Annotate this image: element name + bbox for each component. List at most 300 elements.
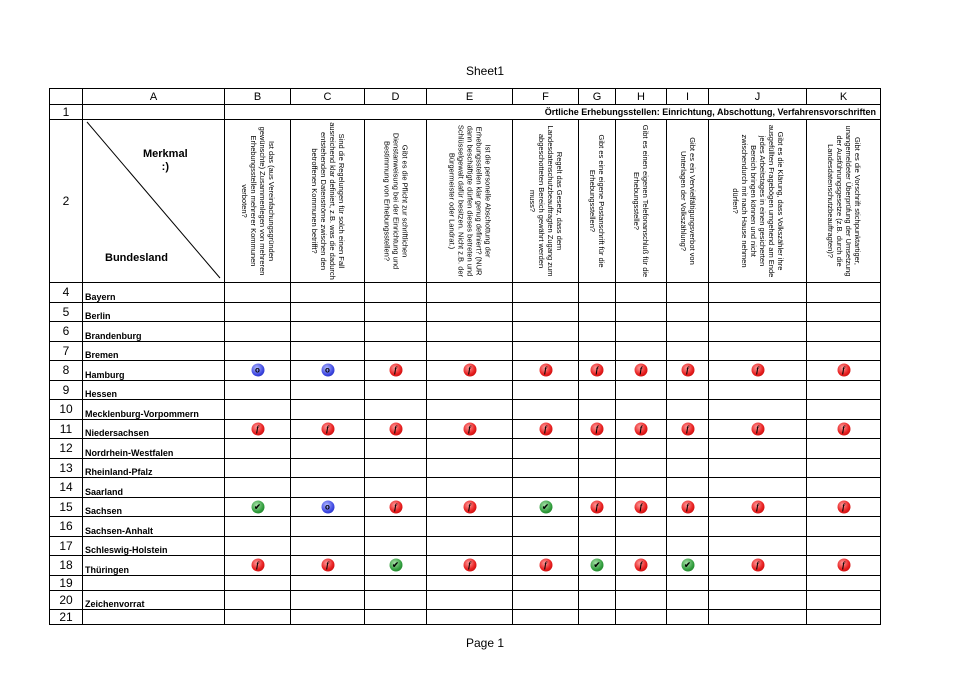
cell[interactable]	[616, 400, 667, 420]
cell[interactable]	[225, 302, 291, 322]
fail-marker-icon: f	[681, 422, 694, 435]
row-number[interactable]: 7	[50, 341, 83, 361]
cell[interactable]	[291, 590, 365, 610]
question-header[interactable]	[513, 120, 579, 283]
question-header[interactable]	[225, 120, 291, 283]
cell[interactable]	[807, 400, 881, 420]
cell[interactable]	[807, 380, 881, 400]
state-name[interactable]: Bayern	[83, 283, 225, 303]
cell[interactable]	[427, 556, 513, 576]
cell[interactable]	[616, 610, 667, 625]
cell[interactable]	[667, 322, 709, 342]
cell[interactable]	[709, 361, 807, 381]
cell[interactable]	[579, 610, 616, 625]
cell[interactable]	[616, 497, 667, 517]
cell[interactable]	[579, 517, 616, 537]
cell[interactable]	[579, 556, 616, 576]
spreadsheet-table	[49, 88, 881, 625]
fail-marker-icon: f	[389, 500, 402, 513]
cell[interactable]	[225, 497, 291, 517]
cell[interactable]	[709, 497, 807, 517]
cell[interactable]	[513, 610, 579, 625]
column-header[interactable]: C	[291, 89, 365, 105]
cell[interactable]	[513, 380, 579, 400]
cell[interactable]	[709, 556, 807, 576]
open-marker-icon: o	[321, 500, 334, 513]
cell[interactable]	[513, 283, 579, 303]
cell[interactable]	[667, 478, 709, 498]
row-number[interactable]: 11	[50, 419, 83, 439]
cell[interactable]	[709, 536, 807, 556]
question-header[interactable]	[807, 120, 881, 283]
column-header[interactable]: J	[709, 89, 807, 105]
fail-marker-icon: f	[751, 500, 764, 513]
cell[interactable]	[365, 610, 427, 625]
cell[interactable]	[225, 439, 291, 459]
row-number[interactable]: 9	[50, 380, 83, 400]
question-text: Gibt es die Klärung, dass Volkszähler ihre ausgefüllten Fragebögen umgehend am Ende jedes Arbeitstages in einen gesicherten Bereich bringen können und nicht zwischendurch mit nach Hause nehmen dürfen?	[730, 124, 785, 278]
cell[interactable]	[709, 575, 807, 590]
fail-marker-icon: f	[681, 500, 694, 513]
column-header[interactable]: G	[579, 89, 616, 105]
cell[interactable]	[427, 458, 513, 478]
row-number[interactable]: 14	[50, 478, 83, 498]
check-marker-icon: ✔	[681, 559, 694, 572]
cell[interactable]	[616, 341, 667, 361]
table-row	[50, 439, 881, 459]
cell[interactable]	[513, 302, 579, 322]
row-number[interactable]: 21	[50, 610, 83, 625]
cell[interactable]	[807, 536, 881, 556]
cell[interactable]	[365, 590, 427, 610]
cell[interactable]	[225, 283, 291, 303]
fail-marker-icon: f	[591, 422, 604, 435]
cell[interactable]	[709, 302, 807, 322]
cell[interactable]	[579, 536, 616, 556]
table-row	[50, 478, 881, 498]
cell[interactable]	[513, 419, 579, 439]
cell[interactable]	[667, 439, 709, 459]
cell[interactable]	[427, 419, 513, 439]
cell[interactable]	[709, 590, 807, 610]
table-row	[50, 322, 881, 342]
cell[interactable]	[365, 283, 427, 303]
cell[interactable]	[667, 497, 709, 517]
state-name[interactable]: Zeichenvorrat	[83, 590, 225, 610]
cell[interactable]	[807, 283, 881, 303]
cell[interactable]	[365, 556, 427, 576]
table-row	[50, 380, 881, 400]
table-row	[50, 517, 881, 537]
question-header[interactable]	[427, 120, 513, 283]
table-row	[50, 361, 881, 381]
table-row	[50, 283, 881, 303]
cell[interactable]	[225, 419, 291, 439]
cell[interactable]	[291, 478, 365, 498]
cell[interactable]	[513, 590, 579, 610]
cell[interactable]	[225, 361, 291, 381]
column-header[interactable]: I	[667, 89, 709, 105]
cell[interactable]	[291, 575, 365, 590]
cell[interactable]	[579, 419, 616, 439]
cell[interactable]	[667, 556, 709, 576]
cell[interactable]	[579, 497, 616, 517]
fail-marker-icon: f	[389, 364, 402, 377]
cell[interactable]	[579, 380, 616, 400]
cell[interactable]	[616, 361, 667, 381]
state-name[interactable]: Hessen	[83, 380, 225, 400]
cell[interactable]	[709, 610, 807, 625]
row-number[interactable]: 13	[50, 458, 83, 478]
cell[interactable]	[667, 575, 709, 590]
cell[interactable]	[513, 575, 579, 590]
state-name[interactable]: Nordrhein-Westfalen	[83, 439, 225, 459]
cell[interactable]	[291, 536, 365, 556]
table-row	[50, 610, 881, 625]
cell[interactable]	[427, 517, 513, 537]
cell[interactable]	[667, 536, 709, 556]
cell[interactable]	[365, 322, 427, 342]
table-row	[50, 341, 881, 361]
cell[interactable]	[667, 380, 709, 400]
cell[interactable]	[427, 610, 513, 625]
cell[interactable]	[807, 458, 881, 478]
cell[interactable]	[427, 322, 513, 342]
cell[interactable]	[291, 302, 365, 322]
cell[interactable]	[807, 575, 881, 590]
fail-marker-icon: f	[837, 500, 850, 513]
cell[interactable]	[225, 400, 291, 420]
cell[interactable]	[579, 590, 616, 610]
cell[interactable]	[225, 380, 291, 400]
row-number[interactable]: 1	[50, 105, 83, 120]
state-name[interactable]: Hamburg	[83, 361, 225, 381]
question-text: Gibt es die Pflicht zur schriftlichen Dienstanweisung bei der Einrichtung und Bestimmung von Erhebungsstellen?	[382, 132, 409, 270]
question-header[interactable]	[667, 120, 709, 283]
cell[interactable]	[579, 575, 616, 590]
cell[interactable]	[365, 536, 427, 556]
cell[interactable]	[291, 283, 365, 303]
cell[interactable]	[513, 361, 579, 381]
cell[interactable]	[365, 419, 427, 439]
row-number[interactable]: 20	[50, 590, 83, 610]
row-number[interactable]: 2	[50, 120, 83, 283]
cell[interactable]	[807, 322, 881, 342]
open-marker-icon: o	[251, 364, 264, 377]
cell[interactable]	[709, 341, 807, 361]
row-number[interactable]: 17	[50, 536, 83, 556]
cell[interactable]	[667, 400, 709, 420]
question-text: Ist die personelle Abschottung der Erhebungsstellen klar genug definiert? (NUR dann beschäftigte dürfen dieses betreten und Schlüsselgewalt dafür besitzen. Nicht z.B. der Bürgermeister oder Landrat.)	[447, 124, 492, 278]
state-name[interactable]: Berlin	[83, 302, 225, 322]
cell[interactable]	[807, 556, 881, 576]
cell[interactable]	[667, 302, 709, 322]
cell[interactable]	[579, 478, 616, 498]
state-name[interactable]: Schleswig-Holstein	[83, 536, 225, 556]
cell[interactable]	[291, 458, 365, 478]
cell[interactable]	[291, 341, 365, 361]
open-marker-icon: o	[321, 364, 334, 377]
table-row	[50, 419, 881, 439]
state-name[interactable]: Bremen	[83, 341, 225, 361]
cell[interactable]	[291, 439, 365, 459]
cell[interactable]	[667, 341, 709, 361]
state-name[interactable]: Mecklenburg-Vorpommern	[83, 400, 225, 420]
cell[interactable]	[427, 380, 513, 400]
column-header[interactable]: F	[513, 89, 579, 105]
cell[interactable]	[807, 517, 881, 537]
cell[interactable]	[616, 556, 667, 576]
cell[interactable]	[807, 590, 881, 610]
fail-marker-icon: f	[463, 364, 476, 377]
cell[interactable]	[616, 536, 667, 556]
fail-marker-icon: f	[463, 559, 476, 572]
cell[interactable]	[365, 380, 427, 400]
cell[interactable]	[513, 497, 579, 517]
fail-marker-icon: f	[389, 422, 402, 435]
cell[interactable]	[807, 341, 881, 361]
row-number[interactable]: 8	[50, 361, 83, 381]
check-marker-icon: ✔	[389, 559, 402, 572]
cell[interactable]	[667, 419, 709, 439]
cell[interactable]	[427, 575, 513, 590]
cell[interactable]	[709, 478, 807, 498]
cell[interactable]	[83, 105, 225, 120]
question-text: Gibt es einen eigenen Telefonanschluß für die Erhebungsstelle?	[632, 124, 650, 278]
cell[interactable]	[225, 590, 291, 610]
fail-marker-icon: f	[681, 364, 694, 377]
cell[interactable]	[291, 419, 365, 439]
page-label: Page 1	[465, 636, 505, 650]
state-name[interactable]: Thüringen	[83, 556, 225, 576]
cell[interactable]	[513, 478, 579, 498]
cell[interactable]	[225, 322, 291, 342]
question-text: Regelt das Gesetz, dass dem Landesdatenschutzbeauftragten Zugang zum abgeschotteten Bereich gewährt werden muss?	[527, 125, 564, 277]
cell[interactable]	[365, 361, 427, 381]
question-header[interactable]	[709, 120, 807, 283]
cell[interactable]	[709, 439, 807, 459]
cell[interactable]	[365, 517, 427, 537]
cell[interactable]	[225, 517, 291, 537]
fail-marker-icon: f	[591, 364, 604, 377]
cell[interactable]	[225, 536, 291, 556]
cell[interactable]	[513, 517, 579, 537]
cell[interactable]	[807, 419, 881, 439]
cell[interactable]	[616, 590, 667, 610]
fail-marker-icon: f	[635, 364, 648, 377]
cell[interactable]	[427, 341, 513, 361]
cell[interactable]	[667, 458, 709, 478]
column-header[interactable]: B	[225, 89, 291, 105]
row-number[interactable]: 12	[50, 439, 83, 459]
cell[interactable]	[427, 302, 513, 322]
cell[interactable]	[667, 590, 709, 610]
table-row	[50, 497, 881, 517]
state-name[interactable]	[83, 575, 225, 590]
cell[interactable]	[513, 400, 579, 420]
cell[interactable]	[291, 322, 365, 342]
cell[interactable]	[427, 497, 513, 517]
fail-marker-icon: f	[539, 559, 552, 572]
cell[interactable]	[291, 517, 365, 537]
cell[interactable]	[427, 590, 513, 610]
fail-marker-icon: f	[463, 422, 476, 435]
column-header[interactable]: A	[83, 89, 225, 105]
cell[interactable]	[427, 400, 513, 420]
cell[interactable]	[579, 458, 616, 478]
cell[interactable]	[579, 400, 616, 420]
cell[interactable]	[807, 497, 881, 517]
cell[interactable]	[365, 575, 427, 590]
table-row	[50, 458, 881, 478]
cell[interactable]	[807, 439, 881, 459]
cell[interactable]	[513, 556, 579, 576]
cell[interactable]	[579, 341, 616, 361]
check-marker-icon: ✔	[591, 559, 604, 572]
cell[interactable]	[807, 478, 881, 498]
cell[interactable]	[579, 439, 616, 459]
cell[interactable]	[709, 400, 807, 420]
cell[interactable]	[427, 478, 513, 498]
corner-cell	[50, 89, 83, 105]
row-number[interactable]: 16	[50, 517, 83, 537]
table-row	[50, 556, 881, 576]
cell[interactable]	[579, 283, 616, 303]
cell[interactable]	[291, 497, 365, 517]
cell[interactable]	[616, 478, 667, 498]
fail-marker-icon: f	[837, 559, 850, 572]
cell[interactable]	[513, 439, 579, 459]
cell[interactable]	[616, 380, 667, 400]
cell[interactable]	[427, 283, 513, 303]
cell[interactable]	[291, 361, 365, 381]
cell[interactable]	[291, 556, 365, 576]
cell[interactable]	[616, 517, 667, 537]
row-number[interactable]: 6	[50, 322, 83, 342]
question-text: Ist das (aus Vereinfachungsgründen gewünschte) Zusammenlegen von mehreren Erhebungsstellen mehrerer Kommunen verboten?	[239, 126, 276, 276]
cell[interactable]	[365, 439, 427, 459]
state-name[interactable]: Brandenburg	[83, 322, 225, 342]
cell[interactable]	[365, 458, 427, 478]
state-name[interactable]: Sachsen-Anhalt	[83, 517, 225, 537]
cell[interactable]	[427, 361, 513, 381]
table-row	[50, 536, 881, 556]
cell[interactable]	[365, 400, 427, 420]
cell[interactable]	[513, 536, 579, 556]
state-name[interactable]: Sachsen	[83, 497, 225, 517]
check-marker-icon: ✔	[539, 500, 552, 513]
cell[interactable]	[709, 458, 807, 478]
cell[interactable]	[513, 341, 579, 361]
column-header[interactable]: D	[365, 89, 427, 105]
fail-marker-icon: f	[321, 559, 334, 572]
row-number[interactable]: 10	[50, 400, 83, 420]
cell[interactable]	[291, 400, 365, 420]
cell[interactable]	[807, 610, 881, 625]
column-header[interactable]: E	[427, 89, 513, 105]
cell[interactable]	[225, 341, 291, 361]
cell[interactable]	[616, 419, 667, 439]
cell[interactable]	[616, 283, 667, 303]
section-title[interactable]: Örtliche Erhebungsstellen: Einrichtung, Abschottung, Verfahrensvorschriften	[225, 105, 881, 120]
cell[interactable]	[616, 302, 667, 322]
cell[interactable]	[427, 536, 513, 556]
fail-marker-icon: f	[751, 422, 764, 435]
column-header[interactable]: K	[807, 89, 881, 105]
cell[interactable]	[225, 575, 291, 590]
cell[interactable]	[616, 458, 667, 478]
bundesland-label: Bundesland	[105, 252, 168, 264]
cell[interactable]	[709, 380, 807, 400]
question-text: Gibt es ein Vervielfältigungsverbot von Unterlagen der Volkszählung?	[678, 137, 697, 265]
row-number[interactable]: 18	[50, 556, 83, 576]
cell[interactable]	[291, 380, 365, 400]
state-name[interactable]: Niedersachsen	[83, 419, 225, 439]
state-name[interactable]: Rheinland-Pfalz	[83, 458, 225, 478]
cell[interactable]	[291, 610, 365, 625]
question-header[interactable]	[579, 120, 616, 283]
fail-marker-icon: f	[837, 422, 850, 435]
state-name[interactable]: Saarland	[83, 478, 225, 498]
cell[interactable]	[709, 517, 807, 537]
cell[interactable]	[667, 517, 709, 537]
cell[interactable]	[616, 322, 667, 342]
cell[interactable]	[579, 361, 616, 381]
cell[interactable]	[667, 361, 709, 381]
cell[interactable]	[365, 341, 427, 361]
cell[interactable]	[365, 302, 427, 322]
cell[interactable]	[807, 361, 881, 381]
cell[interactable]	[616, 439, 667, 459]
cell[interactable]	[667, 610, 709, 625]
cell[interactable]	[709, 322, 807, 342]
row-number[interactable]: 19	[50, 575, 83, 590]
cell[interactable]	[365, 497, 427, 517]
fail-marker-icon: f	[591, 500, 604, 513]
cell[interactable]	[225, 556, 291, 576]
fail-marker-icon: f	[635, 422, 648, 435]
cell[interactable]	[225, 458, 291, 478]
state-name[interactable]	[83, 610, 225, 625]
cell[interactable]	[513, 458, 579, 478]
cell[interactable]	[579, 302, 616, 322]
corner-diagonal-cell[interactable]	[83, 120, 225, 283]
row-number[interactable]: 5	[50, 302, 83, 322]
row-number[interactable]: 4	[50, 283, 83, 303]
cell[interactable]	[807, 302, 881, 322]
fail-marker-icon: f	[251, 559, 264, 572]
cell[interactable]	[709, 283, 807, 303]
fail-marker-icon: f	[321, 422, 334, 435]
cell[interactable]	[709, 419, 807, 439]
table-row	[50, 590, 881, 610]
question-header[interactable]	[291, 120, 365, 283]
merkmal-label: Merkmal :)	[143, 148, 188, 173]
cell[interactable]	[513, 322, 579, 342]
cell[interactable]	[225, 610, 291, 625]
question-header[interactable]	[616, 120, 667, 283]
cell[interactable]	[616, 575, 667, 590]
fail-marker-icon: f	[251, 422, 264, 435]
column-header[interactable]: H	[616, 89, 667, 105]
cell[interactable]	[225, 478, 291, 498]
cell[interactable]	[365, 478, 427, 498]
question-header[interactable]	[365, 120, 427, 283]
cell[interactable]	[667, 283, 709, 303]
row-number[interactable]: 15	[50, 497, 83, 517]
cell[interactable]	[579, 322, 616, 342]
cell[interactable]	[427, 439, 513, 459]
